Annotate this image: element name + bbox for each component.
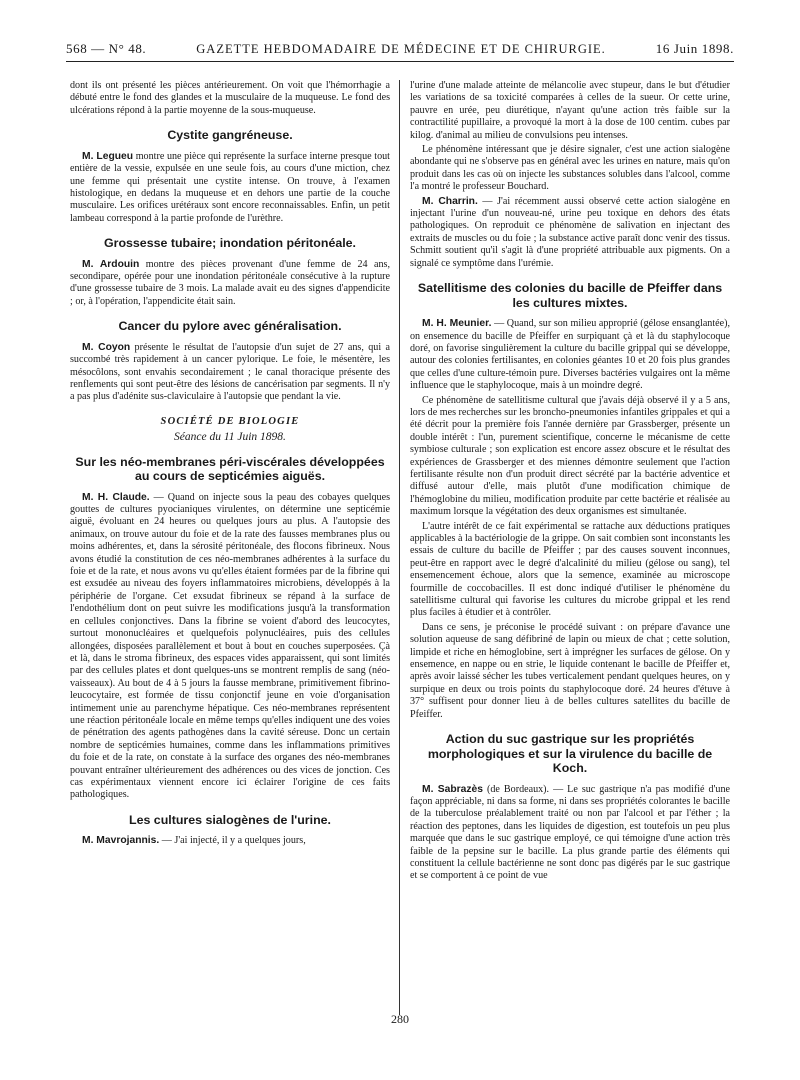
issue-number: 568 — N° 48. — [66, 41, 147, 56]
speaker-name: M. Sabrazès — [422, 783, 484, 795]
section-heading: Satellitisme des colonies du bacille de Pfeiffer dans les cultures mixtes. — [417, 281, 723, 310]
column-divider — [399, 80, 400, 1015]
page-header — [66, 38, 734, 62]
paragraph: l'urine d'une malade atteinte de mélancolie avec stupeur, dans le but d'étudier les variations de sa toxicité comparées à celles de la sueur. Or cette urine, pauvre en urée, peu diurétique, n'ayant qu'une action très faible sur la contractilité pupillaire, a provoqué la mort à la dose de 100 centim. cubes par kilog. d'animal au milieu de convulsions peu intenses. — [410, 80, 730, 141]
paragraph: M. Coyon présente le résultat de l'autopsie d'un sujet de 27 ans, qui a succombé très rapidement à un cancer pylorique. Le foie, le mésentère, les mésocôlons, sont envahis secondairement ; le canal thoracique présente des renflements qui sont peut-être des lésions de cancérisation par segments. Il n'y a pas plus d'adénite sus-claviculaire à l'autopsie que pendant la vie. — [70, 341, 390, 403]
issue-date: 16 Juin 1898. — [655, 41, 734, 56]
section-heading: Grossesse tubaire; inondation péritonéale. — [104, 236, 356, 251]
paragraph: Ce phénomène de satellitisme cultural que j'avais déjà observé il y a 5 ans, lors de mes recherches sur les broncho-pneumonies infantiles grippales et qui a été décrit pour la première fois l'année dernière par Grassberger, présente un double intérêt : l'un, purement scientifique, concerne le mécanisme de cette symbiose culturale ; son explication est encore assez obscure et le résultat des expériences de Grassberger et des miennes démontre seulement que l'action fertilisante résulte non d'un produit direct sécrété par la bactérie adventice et diffusé autour d'elle, mais plutôt d'une modification chimique de l'hémoglobine du milieu, modification produite par cette bactérie et réalisée au maximum lorsque la végétation des deux organismes est simultanée. — [410, 394, 730, 518]
journal-title: GAZETTE HEBDOMADAIRE DE MÉDECINE ET DE CHIRURGIE. — [196, 42, 606, 56]
paragraph: Dans ce sens, je préconise le procédé suivant : on prépare d'avance une solution aqueuse de sang défibriné de lapin ou mieux de chat ; cette solution, limpide et riche en hémoglobine, sert à imprégner les surfaces de gélose. On y ensemence, en nappe ou en strie, le liquide contenant le bacille de Pfeiffer et, après avoir laissé sécher les tubes verticalement pendant quelques heures, on y surpique en deux ou trois points du staphylocoque doré. 24 heures d'étuve à 37° suffisent pour donner lieu à de belles cultures satellites du bacille de Pfeiffer. — [410, 621, 730, 720]
paragraph: M. Legueu montre une pièce qui représente la surface interne presque tout entière de la vessie, expulsée en une seule fois, au cours d'une miction, chez une femme qui présentait une cystite intense. On trouve, à l'examen histologique, en dedans la muqueuse et en dehors une partie de la couche musculaire. Les orifices urétéraux sont encore reconnaissables. Enfin, un petit lambeau correspond à la partie profonde de l'urèthre. — [70, 150, 390, 224]
speaker-name: M. H. Meunier. — [422, 318, 492, 330]
session-date: Séance du 11 Juin 1898. — [174, 431, 286, 444]
section-heading: Cystite gangréneuse. — [167, 128, 293, 143]
paragraph: M. H. Meunier. — Quand, sur son milieu approprié (gélose ensanglantée), on ensemence du bacille de Pfeiffer en surpiquant çà et là du staphylocoque doré, on favorise singulièrement la culture du bacille grippal qui se développe, autour des colonies fertilisantes, en colonies géantes 10 et 20 fois plus grandes que celles d'une culture-témoin pure. Diverses bactéries vulgaires ont la même influence que le staphylocoque, mais à un moindre degré. — [410, 318, 730, 392]
speaker-name: M. Legueu — [82, 150, 134, 162]
paragraph: M. Mavrojannis. — J'ai injecté, il y a quelques jours, — [82, 835, 306, 847]
section-heading: Action du suc gastrique sur les propriétés morphologiques et sur la virulence du bacille de Koch. — [427, 732, 713, 776]
section-heading: Les cultures sialogènes de l'urine. — [129, 812, 331, 827]
speaker-name: M. Coyon — [82, 341, 131, 353]
section-heading: Cancer du pylore avec généralisation. — [118, 319, 342, 334]
right-column — [410, 80, 730, 885]
paragraph: M. Charrin. — J'ai récemment aussi observé cette action sialogène en injectant l'urine d'un nouveau-né, urine peu toxique en dehors des états pathologiques. On reproduit ce phénomène de salivation en injectant des extraits de muscles ou du foie ; la substance active paraît donc venir des tissus. Schmitt soutient qu'il s'agit là d'une propriété attribuable aux pigments. On a signalé ce symptôme dans l'urémie. — [410, 195, 730, 269]
paragraph: M. Ardouin montre des pièces provenant d'une femme de 24 ans, secondipare, opérée pour une inondation péritonéale consécutive à la rupture d'une grossesse tubaire de 3 mois. La malade avait eu des signes d'appendicite ; or, à l'opération, l'appendicite était sain. — [70, 258, 390, 307]
paragraph: M. Sabrazès (de Bordeaux). — Le suc gastrique n'a pas modifié d'une façon appréciable, ni dans sa forme, ni dans ses propriétés colorantes le bacille de la tuberculose préalablement traité ou non par l'alcool et par l'éther ; la réaction des peptones, dans les liquides de digestion, est toutefois un peu plus marquée que dans le suc gastrique employé, ce qui témoigne d'une action très faible de la pepsine sur le bacille. La plus grande partie des éléments qui constituent la cellule bactérienne ne sont donc pas digérés par le suc gastrique et se comportent à ce point de vue — [410, 783, 730, 882]
section-heading: Sur les néo-membranes péri-viscérales développées au cours de septicémies aiguës. — [75, 454, 385, 484]
page-number: 280 — [391, 1012, 409, 1026]
speaker-name: M. Mavrojannis. — [82, 835, 160, 847]
paragraph: Le phénomène intéressant que je désire signaler, c'est une action sialogène abondante qui ne s'observe pas en général avec les urines en nature, mais qu'on produit dans les cas où on injecte les substances solubles dans l'alcool, comme l'a montré le professeur Bouchard. — [410, 144, 730, 193]
paragraph: dont ils ont présenté les pièces antérieurement. On voit que l'hémorrhagie a débuté entre le fond des glandes et la musculaire de la muqueuse. Le fond des ulcérations répond à la partie moyenne de la sous-muqueuse. — [70, 80, 390, 116]
speaker-name: M. H. Claude. — [82, 491, 150, 503]
society-name: SOCIÉTÉ DE BIOLOGIE — [160, 415, 300, 427]
left-column — [70, 80, 390, 850]
paragraph: M. H. Claude. — Quand on injecte sous la peau des cobayes quelques gouttes de cultures pyocianiques virulentes, on détermine une septicémie aiguë, évoluant en 24 heures ou quelques jours au plus. A l'autopsie des animaux, on trouve autour du foie et de la rate des fausses membranes plus ou moins adhérentes, et, dans la sérosité péritonéale, des flocons fibrineux. Nous avons étudié la constitution de ces néo-membranes adhérentes à la surface du foie et de la rate, et nous avons vu qu'elles étaient formées par de la fibrine qui est exsudée au niveau des foyers inflammatoires microbiens, développés à la périphérie de l'organe. Cet exsudat fibrineux se répand à la surface de l'endothélium dont on peut suivre les modifications jusqu'à la transformation en cellules conjonctives. Dans la fibrine se voient d'abord des leucocytes, surtout mononucléaires et quelquefois polynucléaires, puis des cellules allongées, disposées parallèlement et bout à bout en couches superposées. Çà et là, dans le stroma fibrineux, des espaces vides apparaissent, qui sont limités par des cellules plates et dont quelques-uns se montrent remplis de sang (néo-vaisseaux). Au bout de 4 à 5 jours la fausse membrane, primitivement fibrino-leucocytaire, est formée de tissu conjonctif jeune en voie d'organisation intimement unie au parenchyme hépatique. Ces néo-membranes représentent une réaction péritonéale locale en même temps qu'elles indiquent une des voies de pénétration des agents pathogènes dans la cavité séreuse. Donc un certain nombre de septicémies humaines, comme dans les inflammations primitives du foie et de la rate, on constate à la surface des organes des néo-membranes pouvant entraîner ultérieurement des adhérences ou des vices de jonction. Ces cas expérimentaux viennent encore ici éclairer l'origine de ces faits pathologiques. — [70, 491, 390, 801]
speaker-name: M. Charrin. — [422, 195, 478, 207]
paragraph: L'autre intérêt de ce fait expérimental se rattache aux déductions pratiques applicables à la bactériologie de la grippe. On sait combien sont inconstants les essais de culture du bacille de Pfeiffer ; par des causes souvent inconnues, peut-être en rapport avec le degré d'alcalinité du milieu (gélose ou sang), tel ensemencement échoue, alors que la semence, examinée au microscope fourmille de coccobacilles. Il est donc indiqué d'utiliser le phénomène du satellitisme cultural qui favorise les cultures du microbe grippal et les rend plus faciles à étudier et à contrôler. — [410, 520, 730, 619]
speaker-name: M. Ardouin — [82, 258, 140, 270]
